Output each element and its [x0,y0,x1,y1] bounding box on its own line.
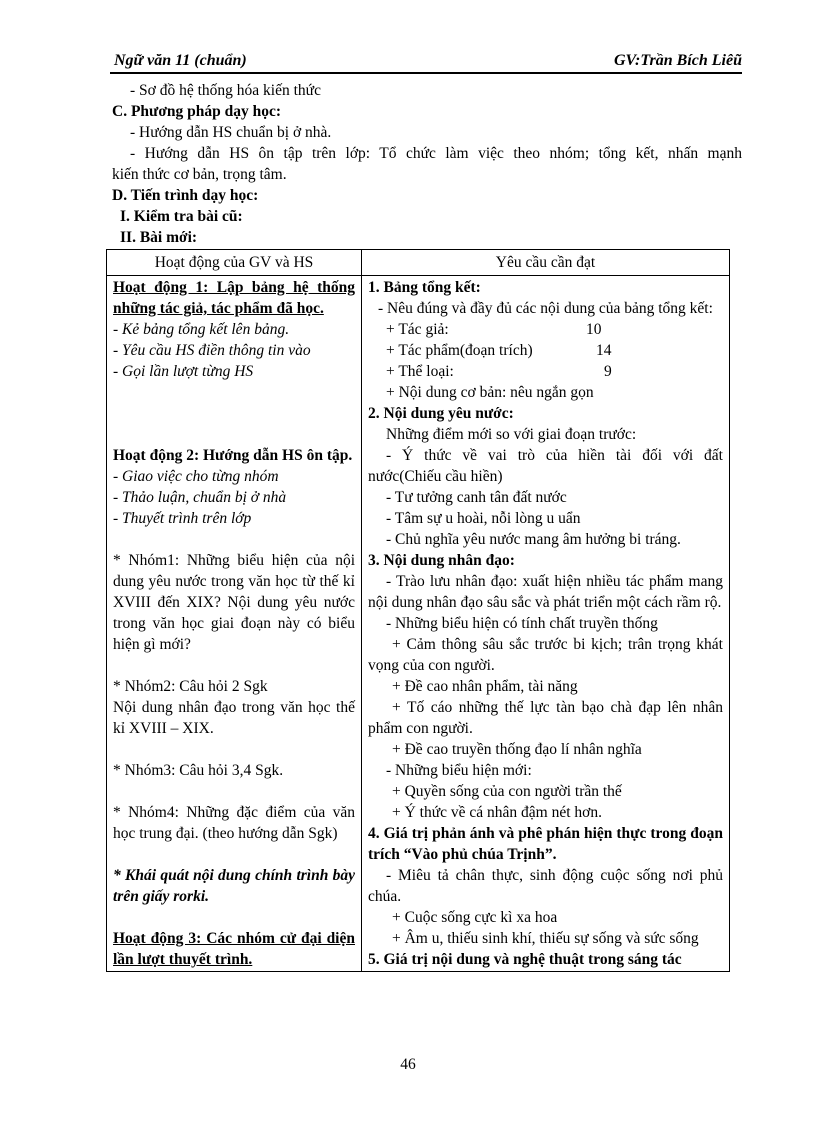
requirement-line: - Những biểu hiện có tính chất truyền thống [386,615,658,632]
summary-value: 10 [586,321,602,338]
col-header-activities: Hoạt động của GV và HS [107,250,362,276]
section-2-title: 2. Nội dung yêu nước: [368,405,514,422]
section-3-title: 3. Nội dung nhân đạo: [368,552,515,569]
requirement-line: + Tố cáo những thế lực tàn bạo chà đạp lên nhân phẩm con người. [368,699,723,737]
summary-row [368,361,723,382]
requirement-line: - Chủ nghĩa yêu nước mang âm hưởng bi tráng. [386,531,681,548]
summary-note: * Khái quát nội dung chính trình bày trên giấy rorki. [113,867,355,905]
requirement-line: + Cảm thông sâu sắc trước bi kịch; trân trọng khát vọng của con người. [368,636,723,674]
summary-value: 14 [596,342,612,359]
requirement-line: - Tâm sự u hoài, nỗi lòng u uẩn [386,510,581,527]
summary-row [368,340,723,361]
activity-3-title: Hoạt động 3: Các nhóm cử đại diện lần lượt thuyết trình. [113,930,355,968]
intro-line: kiến thức cơ bản, trọng tâm. [112,166,287,183]
header-subject: Ngữ văn 11 (chuẩn) [114,52,247,69]
requirement-line: - Tư tưởng canh tân đất nước [386,489,567,506]
summary-label: + Tác giả: [386,321,449,338]
requirement-line: + Đề cao nhân phẩm, tài năng [392,678,578,695]
requirement-line: + Âm u, thiếu sinh khí, thiếu sự sống và sức sống [392,930,699,947]
requirement-line: - Trào lưu nhân đạo: xuất hiện nhiều tác phẩm mang nội dung nhân đạo sâu sắc và phát triển một cách rầm rộ. [368,573,723,611]
table-row [107,276,730,972]
activity-item: - Gọi lần lượt từng HS [113,363,254,380]
header-teacher: GV:Trần Bích Liêũ [613,52,742,69]
section-heading-ii: II. Bài mới: [120,229,198,246]
lesson-table [106,249,730,972]
summary-row [368,319,723,340]
activity-item: - Kẻ bảng tổng kết lên bảng. [113,321,290,338]
requirement-line: + Quyền sống của con người trần thế [392,783,622,800]
intro-section [112,80,742,248]
activity-item: - Yêu cầu HS điền thông tin vào [113,342,311,359]
activity-2-title: Hoạt động 2: Hướng dẫn HS ôn tập. [113,447,353,464]
intro-line: - Hướng dẫn HS ôn tập trên lớp: Tổ chức làm việc theo nhóm; tổng kết, nhấn mạnh [130,145,742,162]
page-header [110,50,742,74]
col-header-requirements: Yêu cầu cần đạt [362,250,730,276]
intro-line: - Hướng dẫn HS chuẩn bị ở nhà. [130,124,332,141]
requirement-line: - Miêu tả chân thực, sinh động cuộc sống nơi phủ chúa. [368,867,723,905]
requirements-cell [362,276,730,972]
requirement-line: - Nêu đúng và đầy đủ các nội dung của bảng tổng kết: [378,300,713,317]
section-4-title: 4. Giá trị phản ánh và phê phán hiện thực trong đoạn trích “Vào phủ chúa Trịnh”. [368,825,723,863]
summary-value: 9 [604,363,612,380]
requirement-line: + Cuộc sống cực kì xa hoa [392,909,558,926]
requirement-line: + Nội dung cơ bản: nêu ngắn gọn [386,384,594,401]
group-1-task: * Nhóm1: Những biểu hiện của nội dung yêu nước trong văn học từ thế kỉ XVIII đến XIX? Nội dung yêu nước trong văn học giai đoạn này có biểu hiện gì mới? [113,552,355,653]
requirement-line: + Ý thức về cá nhân đậm nét hơn. [392,804,602,821]
section-1-title: 1. Bảng tổng kết: [368,279,481,296]
page-number: 46 [400,1056,416,1073]
summary-label: + Thể loại: [386,363,454,380]
activity-item: - Thảo luận, chuẩn bị ở nhà [113,489,287,506]
group-2-task: * Nhóm2: Câu hỏi 2 Sgk [113,678,268,695]
section-heading-c: C. Phương pháp dạy học: [112,103,282,120]
group-3-task: * Nhóm3: Câu hỏi 3,4 Sgk. [113,762,284,779]
summary-label: + Tác phẩm(đoạn trích) [386,342,533,359]
requirement-line: Những điểm mới so với giai đoạn trước: [386,426,637,443]
group-4-task: * Nhóm4: Những đặc điểm của văn học trung đại. (theo hướng dẫn Sgk) [113,804,355,842]
section-5-title: 5. Giá trị nội dung và nghệ thuật trong sáng tác [368,951,682,968]
table-header-row [107,250,730,276]
activity-1-title: Hoạt động 1: Lập bảng hệ thống những tác giả, tác phẩm đã học. [113,279,355,317]
requirement-line: + Đề cao truyền thống đạo lí nhân nghĩa [392,741,642,758]
requirement-line: - Những biểu hiện mới: [386,762,532,779]
requirement-line: - Ý thức về vai trò của hiền tài đối với đất nước(Chiếu cầu hiền) [368,447,723,485]
activity-item: - Thuyết trình trên lớp [113,510,252,527]
section-heading-i: I. Kiểm tra bài cũ: [120,208,243,225]
section-heading-d: D. Tiến trình dạy học: [112,187,259,204]
group-2-detail: Nội dung nhân đạo trong văn học thế kỉ XVIII – XIX. [113,699,355,737]
activities-cell [107,276,362,972]
activity-item: - Giao việc cho từng nhóm [113,468,279,485]
intro-line: - Sơ đồ hệ thống hóa kiến thức [130,82,321,99]
